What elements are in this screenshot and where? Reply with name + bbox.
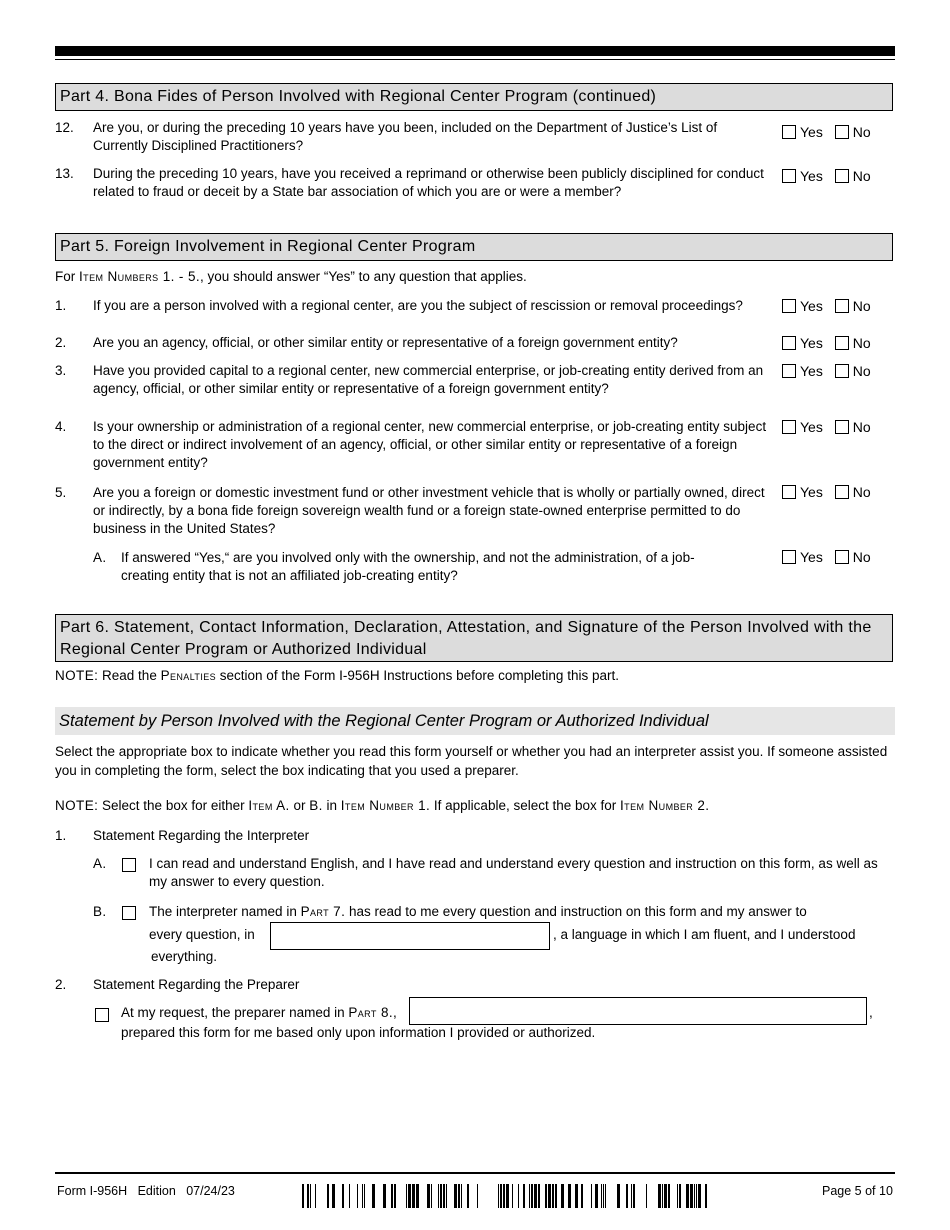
item2-part-ref: Part 8.: [348, 1005, 394, 1020]
question-text: Are you, or during the preceding 10 years have you been, included on the Department of Justice’s List of Currently Disciplined Practitioners?: [93, 120, 718, 153]
barcode-bar: [357, 1184, 358, 1208]
barcode-bar: [362, 1184, 363, 1208]
question-number: 5.: [55, 485, 67, 500]
note-text-end: section of the Form I-956H Instructions before completing this part.: [216, 668, 619, 683]
item1b-part-ref: Part 7.: [300, 904, 346, 919]
p5q3-yes-no: [782, 362, 871, 379]
note-item-ref: Item Number 1.: [340, 798, 431, 813]
barcode-bar: [431, 1184, 432, 1208]
interpreter-language-input[interactable]: [270, 922, 550, 950]
barcode-bar: [416, 1184, 419, 1208]
no-label: No: [852, 335, 871, 352]
item2-text-line1: [121, 1005, 397, 1020]
item2-checkbox[interactable]: [95, 1008, 109, 1022]
barcode-bar: [705, 1184, 707, 1208]
p5q2-yes-no: [782, 334, 871, 351]
yes-label: Yes: [800, 298, 823, 315]
barcode-bar: [626, 1184, 628, 1208]
barcode-bar: [427, 1184, 430, 1208]
note-text: in: [322, 798, 341, 813]
barcode-bar: [646, 1184, 647, 1208]
barcode-bar: [595, 1184, 598, 1208]
part5-question-2: [55, 334, 775, 354]
intro-item-ref: Item Numbers 1. - 5.: [79, 269, 201, 284]
part4-header: Part 4. Bona Fides of Person Involved with Regional Center Program (continued): [55, 83, 893, 111]
barcode-bar: [548, 1184, 551, 1208]
barcode-bar: [467, 1184, 469, 1208]
p5q3-no-checkbox[interactable]: [835, 364, 849, 378]
barcode-bar: [523, 1184, 525, 1208]
barcode-bar: [581, 1184, 583, 1208]
note-text: or: [289, 798, 310, 813]
item1-number: 1.: [55, 828, 67, 843]
barcode-bar: [601, 1184, 602, 1208]
p5q5a-no-checkbox[interactable]: [835, 550, 849, 564]
barcode-bar: [690, 1184, 693, 1208]
p5q2-no-checkbox[interactable]: [835, 336, 849, 350]
item1b-text-line1: [149, 904, 807, 919]
p5q4-yes-no: [782, 418, 871, 435]
p5q4-no-checkbox[interactable]: [835, 420, 849, 434]
barcode-bar: [310, 1184, 311, 1208]
barcode-bar: [307, 1184, 309, 1208]
barcode-bar: [617, 1184, 620, 1208]
intro-text: For: [55, 269, 80, 284]
item2-text: At my request, the preparer named in: [121, 1005, 349, 1020]
no-label: No: [852, 549, 871, 566]
note-label: NOTE:: [55, 668, 99, 683]
barcode-bar: [552, 1184, 554, 1208]
footer-form-edition: Form I-956H Edition 07/24/23: [57, 1184, 235, 1198]
item1b-text-line2a: every question, in: [149, 927, 255, 942]
barcode-bar: [440, 1184, 442, 1208]
barcode-bar: [342, 1184, 344, 1208]
item1-label: Statement Regarding the Interpreter: [93, 828, 310, 843]
barcode-bar: [391, 1184, 393, 1208]
item2-number: 2.: [55, 977, 67, 992]
note-item-ref: B.: [309, 798, 323, 813]
p5q3-yes-checkbox[interactable]: [782, 364, 796, 378]
barcode-bar: [603, 1184, 604, 1208]
barcode-bar: [696, 1184, 697, 1208]
footer-page-number: Page 5 of 10: [822, 1184, 893, 1198]
barcode-bar: [698, 1184, 701, 1208]
p5q5a-yes-no: [782, 548, 871, 565]
top-thick-rule: [55, 46, 895, 56]
p5q5-yes-checkbox[interactable]: [782, 485, 796, 499]
statement-section-header: Statement by Person Involved with the Regional Center Program or Authorized Individual: [55, 707, 895, 735]
barcode-bar: [591, 1184, 592, 1208]
part5-question-1: [55, 297, 795, 317]
no-label: No: [852, 168, 871, 185]
statement-intro: Select the appropriate box to indicate whether you read this form yourself or whether you had an interpreter assist you. If someone assisted you in completing the form, select the box indicating that you used a preparer.: [55, 744, 888, 778]
question-text: During the preceding 10 years, have you received a reprimand or otherwise been publicly disciplined for conduct related to fraud or deceit by a State bar association of which you are or were a member?: [93, 166, 764, 199]
barcode-bar: [686, 1184, 689, 1208]
item1a-text: I can read and understand English, and I have read and understand every question and instruction on this form, as well as my answer to every question.: [149, 856, 878, 889]
barcode-bar: [458, 1184, 460, 1208]
yes-label: Yes: [800, 419, 823, 436]
barcode-bar: [664, 1184, 667, 1208]
barcode-bar: [518, 1184, 519, 1208]
item1a-letter: A.: [93, 856, 107, 871]
barcode-bar: [315, 1184, 316, 1208]
no-label: No: [852, 484, 871, 501]
intro-text-end: , you should answer “Yes” to any question that applies.: [200, 269, 527, 284]
barcode-bar: [503, 1184, 505, 1208]
no-label: No: [852, 298, 871, 315]
barcode-bar: [394, 1184, 396, 1208]
barcode-bar: [545, 1184, 547, 1208]
note-text: If applicable, select the box for: [430, 798, 621, 813]
barcode-bar: [512, 1184, 513, 1208]
barcode-bar: [633, 1184, 635, 1208]
yes-label: Yes: [800, 335, 823, 352]
barcode-bar: [531, 1184, 533, 1208]
top-thin-rule: [55, 59, 895, 60]
barcode-bar: [631, 1184, 632, 1208]
barcode-bar: [662, 1184, 663, 1208]
q12-yes-checkbox[interactable]: [782, 125, 796, 139]
part4-question-13: [55, 165, 775, 205]
barcode-bar: [408, 1184, 411, 1208]
item1b-checkbox[interactable]: [122, 906, 136, 920]
p5q1-yes-no: [782, 297, 871, 314]
item2-comma: ,: [869, 1005, 873, 1020]
note-penalties-ref: Penalties: [160, 668, 217, 683]
barcode-bar: [658, 1184, 661, 1208]
note-item-ref: Item A.: [248, 798, 290, 813]
note-label: NOTE:: [55, 798, 99, 813]
part5-question-4: [55, 418, 775, 474]
barcode-bar: [454, 1184, 457, 1208]
part4-question-12: [55, 119, 775, 159]
item1b-text-line2b: , a language in which I am fluent, and I understood: [553, 927, 856, 942]
barcode-bar: [679, 1184, 681, 1208]
question-number: 2.: [55, 335, 67, 350]
p5q5-yes-no: [782, 483, 871, 500]
item1b-text: The interpreter named in: [149, 904, 301, 919]
barcode-bar: [500, 1184, 502, 1208]
part5-question-3: [55, 362, 775, 402]
barcode-bar: [461, 1184, 462, 1208]
item2-text-line2: prepared this form for me based only upon information I provided or authorized.: [121, 1025, 596, 1040]
barcode-bar: [364, 1184, 365, 1208]
question-number: 12.: [55, 120, 74, 135]
barcode-bar: [498, 1184, 499, 1208]
barcode-bar: [538, 1184, 540, 1208]
part5-question-5: [55, 484, 775, 540]
p5q2-yes-checkbox[interactable]: [782, 336, 796, 350]
item1b-text: has read to me every question and instruction on this form and my answer to: [345, 904, 807, 919]
barcode-bar: [677, 1184, 678, 1208]
item2-label: Statement Regarding the Preparer: [93, 977, 300, 992]
question-number: 4.: [55, 419, 67, 434]
yes-label: Yes: [800, 168, 823, 185]
p5q1-yes-checkbox[interactable]: [782, 299, 796, 313]
part5-header: Part 5. Foreign Involvement in Regional Center Program: [55, 233, 893, 261]
barcode-bar: [446, 1184, 447, 1208]
question-text: If answered “Yes,“ are you involved only with the ownership, and not the administration, of a job-creating entity that is not an affiliated job-creating entity?: [121, 550, 695, 583]
note-text: Select the box for either: [102, 798, 249, 813]
q13-yes-checkbox[interactable]: [782, 169, 796, 183]
part5-intro: [55, 269, 527, 284]
barcode-bar: [555, 1184, 557, 1208]
question-text: Is your ownership or administration of a regional center, new commercial enterprise, or job-creating entity subject to the direct or indirect involvement of an agency, official, or other similar entity or representative of a foreign government entity?: [93, 419, 767, 470]
p5q4-yes-checkbox[interactable]: [782, 420, 796, 434]
question-number: 1.: [55, 298, 67, 313]
p5q1-no-checkbox[interactable]: [835, 299, 849, 313]
item1b-text-line3: everything.: [151, 949, 218, 964]
question-text: If you are a person involved with a regional center, are you the subject of rescission or removal proceedings?: [93, 298, 743, 313]
barcode-bar: [443, 1184, 445, 1208]
q13-no-checkbox[interactable]: [835, 169, 849, 183]
barcode-bar: [529, 1184, 530, 1208]
question-number: 13.: [55, 166, 74, 181]
part6-header: Part 6. Statement, Contact Information, Declaration, Attestation, and Signature of the Person Involved with the Regional Center Program or Authorized Individual: [55, 614, 893, 662]
barcode-graphic: [302, 1184, 710, 1208]
barcode-bar: [302, 1184, 304, 1208]
barcode-bar: [605, 1184, 606, 1208]
part6-note-penalties: [55, 668, 619, 683]
barcode-bar: [534, 1184, 537, 1208]
preparer-name-input[interactable]: [409, 997, 867, 1025]
q12-yes-no: [782, 123, 871, 140]
barcode-bar: [668, 1184, 670, 1208]
q13-yes-no: [782, 167, 871, 184]
barcode-bar: [383, 1184, 386, 1208]
p5q5-no-checkbox[interactable]: [835, 485, 849, 499]
footer-rule: [55, 1172, 895, 1174]
item1a-checkbox[interactable]: [122, 858, 136, 872]
barcode-bar: [412, 1184, 415, 1208]
question-text: Have you provided capital to a regional center, new commercial enterprise, or job-creating entity derived from an agency, official, or other similar entity or representative of a foreign government entity?: [93, 363, 764, 396]
no-label: No: [852, 124, 871, 141]
note-item-ref: Item Number 2.: [620, 798, 710, 813]
barcode-bar: [477, 1184, 478, 1208]
yes-label: Yes: [800, 363, 823, 380]
barcode-bar: [332, 1184, 335, 1208]
barcode-bar: [372, 1184, 375, 1208]
question-letter: A.: [93, 550, 107, 565]
part6-note-items: [55, 798, 709, 813]
question-text: Are you a foreign or domestic investment fund or other investment vehicle that is wholly or partially owned, direct or indirectly, by a bona fide foreign sovereign wealth fund or a foreign state-owned enterprise permitted to do business in the United States?: [93, 485, 765, 536]
barcode: [302, 1184, 710, 1208]
question-number: 3.: [55, 363, 67, 378]
note-text: Read the: [102, 668, 161, 683]
barcode-bar: [568, 1184, 571, 1208]
no-label: No: [852, 419, 871, 436]
barcode-bar: [406, 1184, 407, 1208]
question-text: Are you an agency, official, or other similar entity or representative of a foreign government entity?: [93, 335, 678, 350]
item2-text: ,: [393, 1005, 397, 1020]
barcode-bar: [694, 1184, 695, 1208]
q12-no-checkbox[interactable]: [835, 125, 849, 139]
yes-label: Yes: [800, 124, 823, 141]
no-label: No: [852, 363, 871, 380]
barcode-bar: [575, 1184, 578, 1208]
p5q5a-yes-checkbox[interactable]: [782, 550, 796, 564]
yes-label: Yes: [800, 484, 823, 501]
item1b-letter: B.: [93, 904, 107, 919]
yes-label: Yes: [800, 549, 823, 566]
barcode-bar: [506, 1184, 509, 1208]
barcode-bar: [438, 1184, 439, 1208]
barcode-bar: [327, 1184, 329, 1208]
barcode-bar: [349, 1184, 350, 1208]
barcode-bar: [561, 1184, 564, 1208]
